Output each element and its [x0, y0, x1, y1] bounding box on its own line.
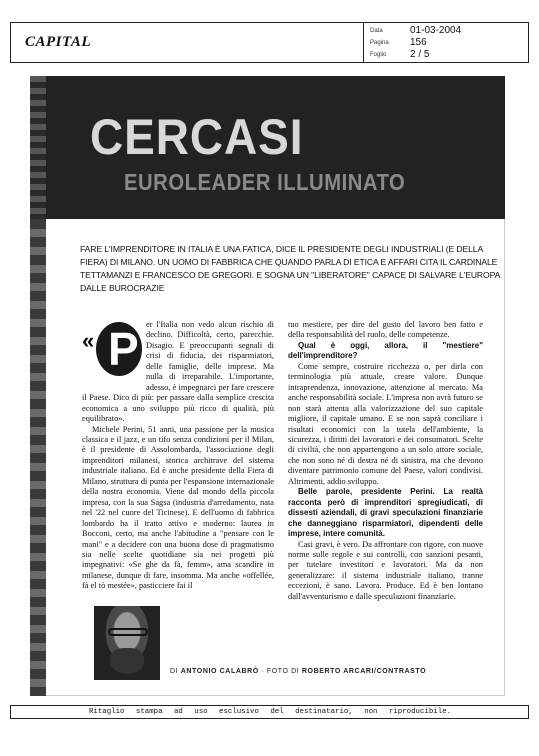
clipping-meta [363, 23, 529, 62]
paragraph: Michele Perini, 51 anni, una passione per la musica classica e il jazz, e un tifo senza condizioni per il Milan, è il presidente di Assolombarda, l'associazione degli imprenditori milanesi, storica architrave del sistema industriale italiano. Ed è anche presidente della Fiera di Milano, struttura di punta per l'espansione internazionale della nostra economia. Viene dal mondo della piccola impresa, con la sua Sagsa (industria d'arredamento, nata nel '22 nel cuore del Ticinese). E dell'uomo di fabbrica lombardo ha il tratto attivo e moderno: laurea in Bocconi, certo, ma anche l'abitudine a "pensare con le mani" e a decidere con una buona dose di pragmatismo sia nelle scelte quotidiane sia nei progetti più impegnativi: «Se ghe da fà, femm», ama scandire in milanese, dunque di fare, insomma. Ma anche «offellée, fà el tò mestée», pasticciere fai il [82, 424, 274, 591]
portrait-photo [94, 606, 160, 680]
byline-author: ANTONIO CALABRÒ [180, 668, 259, 675]
column-left [82, 320, 274, 592]
sheet-label: Foglio [370, 52, 387, 58]
article-subtitle: EUROLEADER ILLUMINATO [124, 169, 406, 195]
dropcap-letter: P [108, 323, 139, 375]
date-row [370, 25, 526, 37]
sheet-row [370, 49, 526, 61]
byline [170, 668, 426, 675]
dropcap-quote: « [82, 328, 95, 353]
byline-prefix: DI [170, 668, 179, 675]
side-photo-strip [30, 219, 46, 696]
page-value: 156 [410, 37, 427, 48]
footer-notice: Ritaglio stampa ad uso esclusivo del destinatario, non riproducibile. [89, 708, 452, 716]
clipping-footer [10, 705, 529, 719]
paragraph: Casi gravi, è vero. Da affrontare con rigore, con nuove norme sulle regole e sui controlli, con sanzioni pesanti, per tutelare investitori e lavoratori. Ma da non generalizzare: il sistema industriale italiano, tranne eccezioni, è sano. Lavora. Produce. Ed è ben lontano dall'avventurismo e dalle speculazioni finanziarie. [288, 539, 483, 601]
article-title: CERCASI [90, 109, 304, 165]
byline-photographer: ROBERTO ARCARI/CONTRASTO [301, 668, 427, 675]
interview-question: Qual è oggi, allora, il "mestiere" dell'imprenditore? [288, 340, 483, 361]
column-right [288, 320, 483, 602]
paragraph: Come sempre, costruire ricchezza o, per dirla con terminologia più attuale, creare valore. Dunque intraprendenza, innovazione, attenzione al mercato. Ma anche responsabilità sociale. L'impresa non avrà futuro se non starà attenta alla valorizzazione del suo capitale migliore, il capitale umano. E se non saprà conciliare i risultati economici con la tutela dell'ambiente, la sicurezza, i diritti dei lavoratori e dei consumatori. Scelte di civiltà, che non appartengono a un solo attore sociale, che non sono né di destra né di sinistra, ma che devono diventare patrimonio comune del Paese, valori condivisi. Altrimenti, addio sviluppo. [288, 361, 483, 486]
page-row [370, 37, 526, 49]
date-label: Data [370, 28, 383, 34]
portrait-beard [110, 648, 144, 674]
byline-mid: · FOTO DI [261, 668, 300, 675]
paragraph: tuo mestiere, per dire del gusto del lavoro ben fatto e della responsabilità del ruolo, delle competenze. [288, 320, 483, 340]
article-lead: FARE L'IMPRENDITORE IN ITALIA È UNA FATICA, DICE IL PRESIDENTE DEGLI INDUSTRIALI (E DELLA FIERA) DI MILANO. UN UOMO DI FABBRICA CHE QUANDO PARLA DI ETICA E AFFARI CITA IL CARDINALE TETTAMANZI E FRANCESCO DE GREGORI. E SOGNA UN "LIBERATORE" CAPACE DI SALVARE L'EUROPA DALLE BUROCRAZIE [80, 244, 500, 293]
date-value: 01-03-2004 [410, 25, 462, 36]
page-label: Pagina [370, 40, 389, 46]
banner-photo-strip [30, 76, 46, 219]
interview-question: Belle parole, presidente Perini. La realtà racconta però di imprenditori spregiudicati, di dissesti aziendali, di gravi speculazioni finanziarie che danneggiano risparmiatori, dipendenti delle imprese, intere comunità. [288, 487, 483, 539]
publication-logo: CAPITAL [25, 34, 92, 50]
clipping-header [10, 22, 529, 63]
portrait-glasses [108, 628, 148, 636]
paragraph: er l'Italia non vedo alcun rischio di declino. Difficoltà, certo, parecchie. Disagio. E preoccupanti segnali di crisi di fiducia, dei risparmiatori, delle famiglie, delle imprese. Ma nulla di irreparabile. L'importante, adesso, è impegnarci per fare crescere il Paese. Dico di più: per passare dalla semplice crescita economica a uno sviluppo più ricco di qualità, più equilibrato». [82, 320, 274, 424]
dropcap [82, 320, 142, 390]
sheet-value: 2 / 5 [410, 49, 430, 60]
